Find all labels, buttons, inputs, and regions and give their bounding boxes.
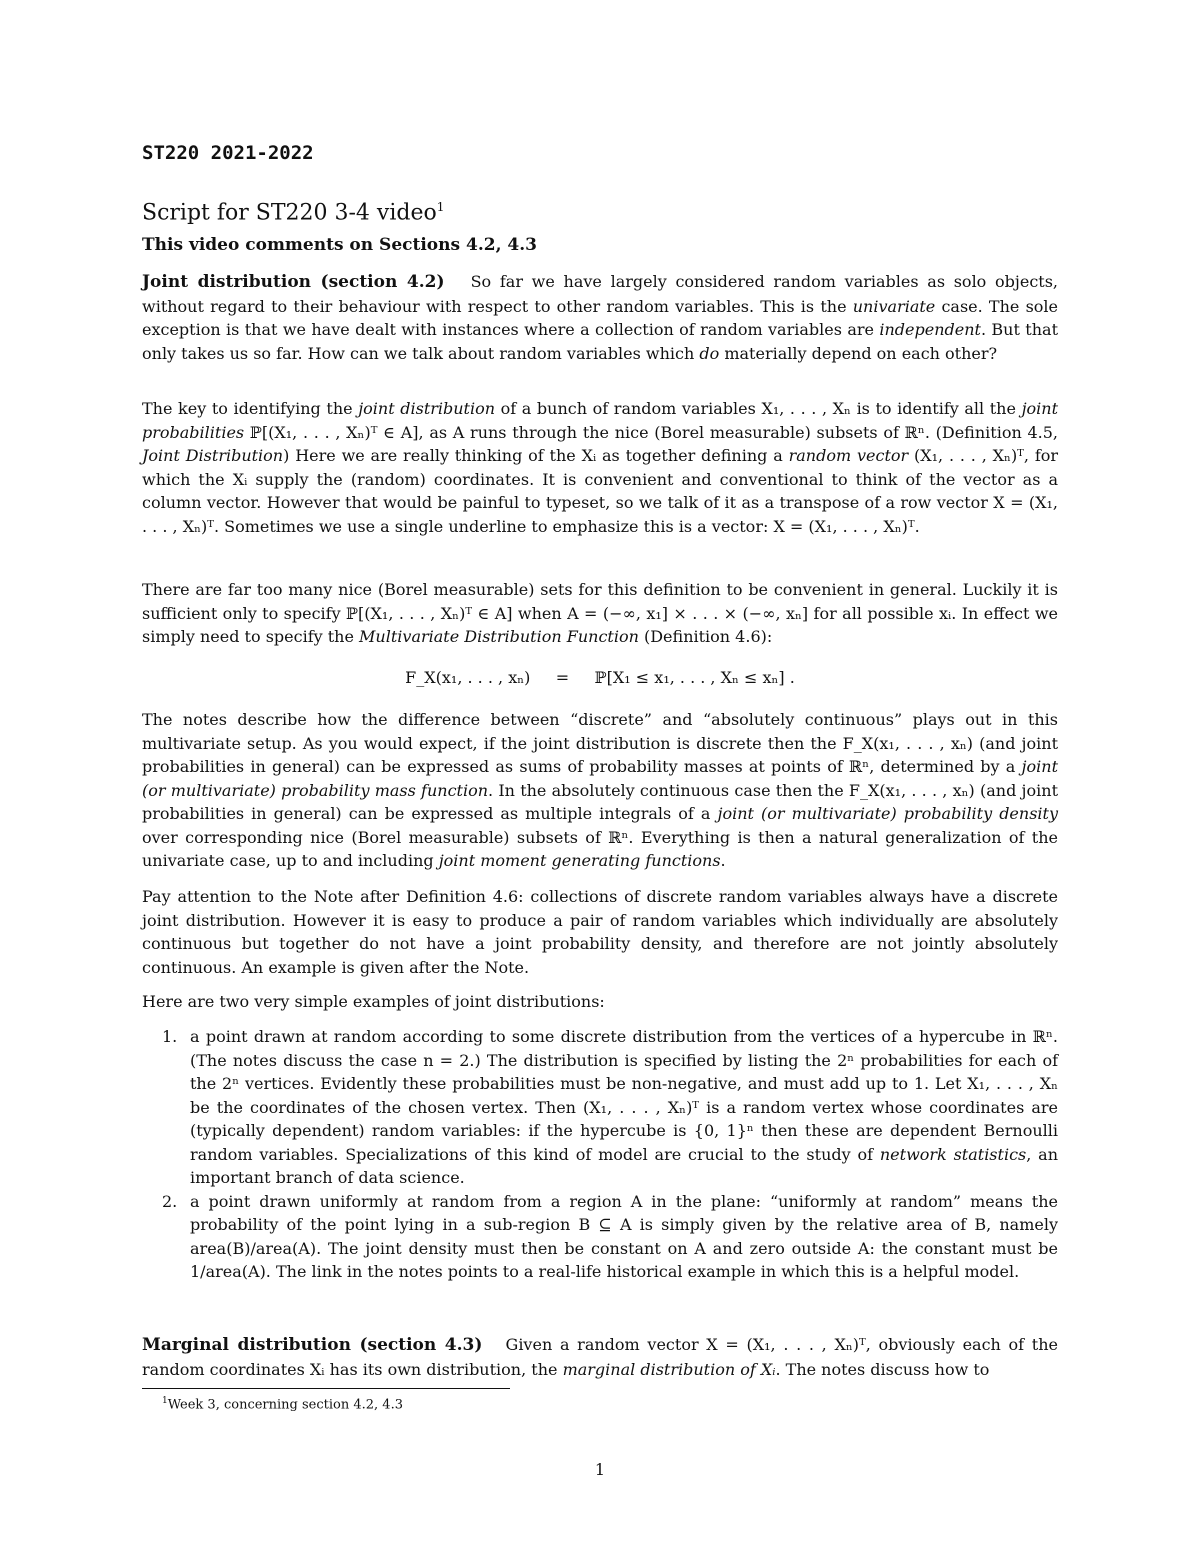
emphasis: Joint Distribution <box>142 446 284 465</box>
emphasis: network statistics <box>879 1144 1027 1164</box>
text-run: case. The sole exception is that we have dealt with instances where a collection of random variables are <box>142 296 1059 339</box>
text-run: , an important branch of data science. <box>190 1144 1059 1187</box>
joint-probabilities-paragraph <box>142 397 1058 538</box>
joint-distribution-heading: Joint distribution (section 4.2) <box>142 272 445 292</box>
text-run: materially depend on each other? <box>719 343 998 363</box>
text-run: The key to identifying the <box>142 399 359 418</box>
course-header: ST220 2021-2022 <box>142 142 314 164</box>
list-item <box>142 1190 1058 1284</box>
title-footnote-mark[interactable]: 1 <box>436 200 445 214</box>
emphasis: joint probabilities <box>142 399 1059 442</box>
footnote <box>162 1392 403 1414</box>
footnote-text: Week 3, concerning section 4.2, 4.3 <box>167 1397 403 1413</box>
emphasis: independent <box>879 320 981 339</box>
script-title <box>142 196 444 225</box>
emphasis: marginal distribution of Xᵢ <box>562 1359 776 1379</box>
marginal-distribution-paragraph <box>142 1333 1058 1381</box>
text-run: over corresponding nice (Borel measurable) subsets of ℝⁿ. Everything is then a natural generalization of the univariate case, up to and including <box>142 827 1058 870</box>
list-item-number: 2. <box>162 1191 178 1211</box>
emphasis: do <box>699 343 720 363</box>
footnote-divider <box>142 1388 510 1389</box>
text-run: a point drawn at random according to some discrete distribution from the vertices of a hypercube in ℝⁿ. (The notes discuss the case n = 2.) The distribution is specified by listing the 2ⁿ probabilities for each of the 2ⁿ vertices. Evidently these probabilities must be non-negative, and must add up to 1. Let X₁, . . . , Xₙ be the coordinates of the chosen vertex. Then (X₁, . . . , Xₙ)ᵀ is a random vertex whose coordinates are (typically dependent) random variables: if the hypercube is {0, 1}ⁿ then these are dependent Bernoulli random variables. Specializations of this kind of model are crucial to the study of <box>190 1027 1058 1164</box>
text-run: Given a random vector X = (X₁, . . . , Xₙ)ᵀ, obviously each of the random coordinates Xᵢ has its own distribution, the <box>142 1335 1058 1379</box>
joint-distribution-paragraph <box>142 270 1058 365</box>
distribution-function-equation: F_X(x₁, . . . , xₙ) = ℙ[X₁ ≤ x₁, . . . , Xₙ ≤ xₙ] . <box>405 668 795 687</box>
video-subtitle: This video comments on Sections 4.2, 4.3 <box>142 235 537 255</box>
list-item-number: 1. <box>162 1027 178 1046</box>
emphasis: Multivariate Distribution Function <box>359 627 639 646</box>
attention-paragraph: Pay attention to the Note after Definition 4.6: collections of discrete random variables always have a discrete joint distribution. However it is easy to produce a pair of random variables which individually are absolutely continuous but together do not have a joint probability density, and therefore are not jointly absolutely continuous. An example is given after the Note. <box>142 887 1058 977</box>
text-run: ) Here we are really thinking of the Xᵢ as together defining a <box>283 446 789 465</box>
examples-list <box>142 1025 1058 1284</box>
text-run: The notes describe how the difference between “discrete” and “absolutely continuous” plays out in this multivariate setup. As you would expect, if the joint distribution is discrete then the F_X(x₁, . . . , xₙ) (and joint probabilities in general) can be expressed as sums of probability masses at points of ℝⁿ, determined by a <box>142 710 1058 776</box>
emphasis: univariate <box>852 296 936 316</box>
text-run: (X₁, . . . , Xₙ)ᵀ, for which the Xᵢ supply the (random) coordinates. It is convenient and conventional to think of the vector as a column vector. However that would be painful to typeset, so we talk of it as a transpose of a row vector X = (X₁, . . . , Xₙ)ᵀ. Sometimes we use a single underline to emphasize this is a vector: X = (X₁, . . . , Xₙ)ᵀ. <box>142 446 1059 536</box>
emphasis: joint (or multivariate) probability density <box>717 804 1059 823</box>
examples-intro-paragraph: Here are two very simple examples of joint distributions: <box>142 992 605 1011</box>
emphasis: joint (or multivariate) probability mass function <box>142 757 1058 800</box>
marginal-distribution-heading: Marginal distribution (section 4.3) <box>142 1335 483 1355</box>
text-run: . In the absolutely continuous case then the F_X(x₁, . . . , xₙ) (and joint probabilities in general) can be expressed as multiple integrals of a <box>142 780 1058 823</box>
text-run: a point drawn uniformly at random from a region A in the plane: “uniformly at random” means the probability of the point lying in a sub-region B ⊆ A is simply given by the relative area of B, namely area(B)/area(A). The joint density must then be constant on A and zero outside A: the constant must be 1/area(A). The link in the notes points to a real-life historical example in which this is a helpful model. <box>190 1191 1058 1281</box>
text-run: (Definition 4.6): <box>638 627 773 646</box>
text-run: . <box>720 851 726 870</box>
text-run: ℙ[(X₁, . . . , Xₙ)ᵀ ∈ A], as A runs through the nice (Borel measurable) subsets of ℝⁿ. (Definition 4.5, <box>244 422 1058 442</box>
emphasis: joint moment generating functions <box>438 851 721 870</box>
text-run: . The notes discuss how to <box>775 1359 990 1379</box>
script-title-text: Script for ST220 3-4 video <box>142 200 437 226</box>
text-run: There are far too many nice (Borel measurable) sets for this definition to be convenient in general. Luckily it is sufficient only to specify ℙ[(X₁, . . . , Xₙ)ᵀ ∈ A] when A = (−∞, x₁] × . . . × (−∞, xₙ] for all possible xᵢ. In effect we simply need to specify the <box>142 580 1058 646</box>
text-run: of a bunch of random variables X₁, . . . , Xₙ is to identify all the <box>495 399 1022 418</box>
emphasis: joint distribution <box>358 399 496 418</box>
footnote-mark: 1 <box>162 1396 168 1406</box>
text-run: So far we have largely considered random variables as solo objects, without regard to their behaviour with respect to other random variables. This is the <box>142 272 1059 316</box>
distribution-function-paragraph <box>142 578 1058 649</box>
page-number: 1 <box>594 1460 606 1479</box>
emphasis: random vector <box>788 446 909 465</box>
list-item <box>142 1025 1058 1190</box>
text-run: . But that only takes us so far. How can we talk about random variables which <box>142 320 1058 363</box>
discrete-continuous-paragraph <box>142 708 1058 873</box>
